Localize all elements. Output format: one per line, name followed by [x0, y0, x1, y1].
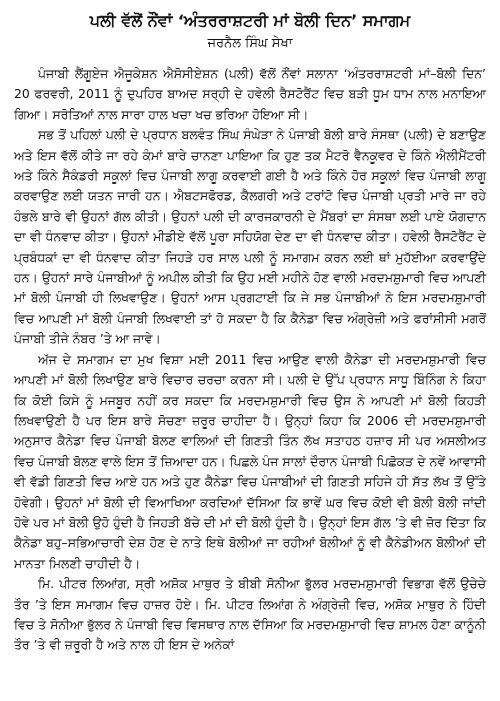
paragraph: ਸਭ ਤੋਂ ਪਹਿਲਾਂ ਪਲੀ ਦੇ ਪ੍ਰਧਾਨ ਬਲਵੰਤ ਸਿੰਘ ਸੰਘੇੜਾ ਨੇ ਪੰਜਾਬੀ ਬੋਲੀ ਬਾਰੇ ਸੰਸਥਾ (ਪਲੀ) ਦੇ ਬਣਾਉਣ ਅਤੇ ਇਸ ਵੱਲੋਂ ਕੀਤੇ ਜਾ ਰਹੇ ਕੰਮਾਂ ਬਾਰੇ ਚਾਨਣਾ ਪਾਇਆ ਕਿ ਹੁਣ ਤਕ ਮੈਟਰੋ ਵੈਨਕੂਵਰ ਦੇ ਕਿੰਨੇ ਐਲੀਮੈਂਟਰੀ ਅਤੇ ਕਿੰਨੇ ਸੈਕੰਡਰੀ ਸਕੂਲਾਂ ਵਿਚ ਪੰਜਾਬੀ ਲਾਗੂ ਕਰਵਾਈ ਗਈ ਹੈ ਅਤੇ ਕਿੰਨੇ ਹੋਰ ਸਕੂਲਾਂ ਵਿਚ ਪੰਜਾਬੀ ਲਾਗੂ ਕਰਵਾਉਣ ਲਈ ਯਤਨ ਜਾਰੀ ਹਨ। ਐਬਟਸਫੋਰਡ, ਕੈਲਗਰੀ ਅਤੇ ਟਰਾਂਟੋ ਵਿਚ ਪੰਜਾਬੀ ਪ੍ਰਤੀ ਮਾਰੇ ਜਾ ਰਹੇ ਹੰਭਲੇ ਬਾਰੇ ਵੀ ਉਹਨਾਂ ਗੱਲ ਕੀਤੀ। ਉਹਨਾਂ ਪਲੀ ਦੀ ਕਾਰਜਕਾਰਨੀ ਦੇ ਮੈਂਬਰਾਂ ਦਾ ਸੰਸਥਾ ਲਈ ਪਾਏ ਯੋਗਦਾਨ ਦਾ ਵੀ ਧੰਨਵਾਦ ਕੀਤਾ। ਉਹਨਾਂ ਮੀਡੀਏ ਵੱਲੋਂ ਪੂਰਾ ਸਹਿਯੋਗ ਦੇਣ ਦਾ ਵੀ ਧੰਨਵਾਦ ਕੀਤਾ। ਹਵੇਲੀ ਰੈਸਟੋਰੈਂਟ ਦੇ ਪ੍ਰਬੰਧਕਾਂ ਦਾ ਵੀ ਧੰਨਵਾਦ ਕੀਤਾ ਜਿਹੜੇ ਹਰ ਸਾਲ ਪਲੀ ਨੂੰ ਸਮਾਗਮ ਕਰਨ ਲਈ ਥਾਂ ਮੁਹੱਈਆ ਕਰਵਾਉਂਦੇ ਹਨ। ਉਹਨਾਂ ਸਾਰੇ ਪੰਜਾਬੀਆਂ ਨੂੰ ਅਪੀਲ ਕੀਤੀ ਕਿ ਉਹ ਮਈ ਮਹੀਨੇ ਹੋਣ ਵਾਲੀ ਮਰਦਮਸ਼ੁਮਾਰੀ ਵਿਚ ਆਪਣੀ ਮਾਂ ਬੋਲੀ ਪੰਜਾਬੀ ਹੀ ਲਿਖਵਾਉਣ। ਉਹਨਾਂ ਆਸ ਪ੍ਰਗਟਾਈ ਕਿ ਜੇ ਸਭ ਪੰਜਾਬੀਆਂ ਨੇ ਇਸ ਮਰਦਮਸ਼ੁਮਾਰੀ ਵਿਚ ਆਪਣੀ ਮਾਂ ਬੋਲੀ ਪੰਜਾਬੀ ਲਿਖਵਾਈ ਤਾਂ ਹੋ ਸਕਦਾ ਹੈ ਕਿ ਕੈਨੇਡਾ ਵਿਚ ਅੰਗ੍ਰੇਜ਼ੀ ਅਤੇ ਫਰਾਂਸੀਸੀ ਮਗਰੋਂ ਪੰਜਾਬੀ ਤੀਜੇ ਨੰਬਰ ’ਤੇ ਆ ਜਾਵੇ। [14, 127, 486, 347]
paragraph: ਅੱਜ ਦੇ ਸਮਾਗਮ ਦਾ ਮੁਖ ਵਿਸ਼ਾ ਮਈ 2011 ਵਿਚ ਆਉਣ ਵਾਲੀ ਕੈਨੇਡਾ ਦੀ ਮਰਦਮਸ਼ੁਮਾਰੀ ਵਿਚ ਆਪਣੀ ਮਾਂ ਬੋਲੀ ਲਿਖਾਉਣ ਬਾਰੇ ਵਿਚਾਰ ਚਰਚਾ ਕਰਨਾ ਸੀ। ਪਲੀ ਦੇ ਉੱਪ ਪ੍ਰਧਾਨ ਸਾਧੂ ਬਿੰਨਿੰਗ ਨੇ ਕਿਹਾ ਕਿ ਕੋਈ ਕਿਸੇ ਨੂੰ ਮਜਬੂਰ ਨਹੀਂ ਕਰ ਸਕਦਾ ਕਿ ਮਰਦਮਸ਼ੁਮਾਰੀ ਵਿਚ ਉਸ ਨੇ ਆਪਣੀ ਮਾਂ ਬੋਲੀ ਕਿਹੜੀ ਲਿਖਵਾਉਣੀ ਹੈ ਪਰ ਇਸ ਬਾਰੇ ਸੋਚਣਾ ਜ਼ਰੂਰ ਚਾਹੀਦਾ ਹੈ। ਉਨ੍ਹਾਂ ਕਿਹਾ ਕਿ 2006 ਦੀ ਮਰਦਮਸ਼ੁਮਾਰੀ ਅਨੁਸਾਰ ਕੈਨੇਡਾ ਵਿਚ ਪੰਜਾਬੀ ਬੋਲਣ ਵਾਲਿਆਂ ਦੀ ਗਿਣਤੀ ਤਿੰਨ ਲੱਖ ਸਤਾਹਠ ਹਜ਼ਾਰ ਸੀ ਪਰ ਅਸਲੀਅਤ ਵਿਚ ਪੰਜਾਬੀ ਬੋਲਣ ਵਾਲੇ ਇਸ ਤੋਂ ਜ਼ਿਆਦਾ ਹਨ। ਪਿਛਲੇ ਪੰਜ ਸਾਲਾਂ ਦੌਰਾਨ ਪੰਜਾਬੀ ਪਿਛੋਕੜ ਦੇ ਨਵੇਂ ਆਵਾਸੀ ਵੀ ਵੱਡੀ ਗਿਣਤੀ ਵਿਚ ਆਏ ਹਨ ਅਤੇ ਹੁਣ ਕੈਨੇਡਾ ਵਿਚ ਪੰਜਾਬੀਆਂ ਦੀ ਗਿਣਤੀ ਸਹਿਜੇ ਹੀ ਸੱਤ ਲੱਖ ਤੋਂ ਉੱਤੇ ਹੋਵੇਗੀ। ਉਹਨਾਂ ਮਾਂ ਬੋਲੀ ਦੀ ਵਿਆਖਿਆ ਕਰਦਿਆਂ ਦੱਸਿਆ ਕਿ ਭਾਵੇਂ ਘਰ ਵਿਚ ਕੋਈ ਵੀ ਬੋਲੀ ਬੋਲੀ ਜਾਂਦੀ ਹੋਵੇ ਪਰ ਮਾਂ ਬੋਲੀ ਉਹੋ ਹੁੰਦੀ ਹੈ ਜਿਹੜੀ ਬੱਚੇ ਦੀ ਮਾਂ ਦੀ ਬੋਲੀ ਹੁੰਦੀ ਹੈ। ਉਨ੍ਹਾਂ ਇਸ ਗੱਲ ’ਤੇ ਵੀ ਜ਼ੋਰ ਦਿੱਤਾ ਕਿ ਕੈਨੇਡਾ ਬਹੁ–ਸਭਿਆਚਾਰੀ ਦੇਸ਼ ਹੋਣ ਦੇ ਨਾਤੇ ਇਥੇ ਬੋਲੀਆਂ ਜਾ ਰਹੀਆਂ ਬੋਲੀਆਂ ਨੂੰ ਵੀ ਕੈਨੇਡੀਅਨ ਬੋਲੀਆਂ ਦੀ ਮਾਨਤਾ ਮਿਲਣੀ ਚਾਹੀਦੀ ਹੈ। [14, 351, 486, 571]
article-byline: ਜਰਨੈਲ ਸਿੰਘ ਸੇਖਾ [207, 36, 293, 51]
article-title: ਪਲੀ ਵੱਲੋਂ ਨੌਂਵਾਂ ‘ਅੰਤਰਰਾਸ਼ਟਰੀ ਮਾਂ ਬੋਲੀ ਦਿਨ’ ਸਮਾਗਮ [89, 11, 411, 30]
paragraph: ਪੰਜਾਬੀ ਲੈਂਗੂਏਜ ਐਜੂਕੇਸ਼ਨ ਐਸੋਸੀਏਸ਼ਨ (ਪਲੀ) ਵੱਲੋਂ ਨੌਂਵਾਂ ਸਲਾਨਾ ‘ਅੰਤਰਰਾਸ਼ਟਰੀ ਮਾਂ–ਬੋਲੀ ਦਿਨ’ 20 ਫਰਵਰੀ, 2011 ਨੂੰ ਦੁਪਹਿਰ ਬਾਅਦ ਸਰ੍ਹੀ ਦੇ ਹਵੇਲੀ ਰੈਸਟੋਰੈਂਟ ਵਿਚ ਬੜੀ ਧੂਮ ਧਾਮ ਨਾਲ ਮਨਾਇਆ ਗਿਆ। ਸਰੋਤਿਆਂ ਨਾਲ ਸਾਰਾ ਹਾਲ ਖਚਾ ਖਚ ਭਰਿਆ ਹੋਇਆ ਸੀ। [14, 66, 486, 122]
paragraph: ਮਿ. ਪੀਟਰ ਲਿਆਂਗ, ਸ੍ਰੀ ਅਸ਼ੋਕ ਮਾਥੁਰ ਤੇ ਬੀਬੀ ਸੋਨੀਆ ਭੁੱਲਰ ਮਰਦਮਸ਼ੁਮਾਰੀ ਵਿਭਾਗ ਵੱਲੋਂ ਉਚੇਚੇ ਤੌਰ ’ਤੇ ਇਸ ਸਮਾਗਮ ਵਿਚ ਹਾਜ਼ਰ ਹੋਏ। ਮਿ. ਪੀਟਰ ਲਿਆਂਗ ਨੇ ਅੰਗ੍ਰੇਜ਼ੀ ਵਿਚ, ਅਸ਼ੋਕ ਮਾਥੁਰ ਨੇ ਹਿੰਦੀ ਵਿਚ ਤੇ ਸੋਨੀਆ ਭੁੱਲਰ ਨੇ ਪੰਜਾਬੀ ਵਿਚ ਵਿਸਥਾਰ ਨਾਲ ਦੱਸਿਆ ਕਿ ਮਰਦਮਸ਼ੁਮਾਰੀ ਵਿਚ ਸ਼ਾਮਲ ਹੋਣਾ ਕਾਨੂੰਨੀ ਤੌਰ ’ਤੇ ਵੀ ਜ਼ਰੂਰੀ ਹੈ ਅਤੇ ਨਾਲ ਹੀ ਇਸ ਦੇ ਅਨੇਕਾਂ [14, 576, 486, 653]
